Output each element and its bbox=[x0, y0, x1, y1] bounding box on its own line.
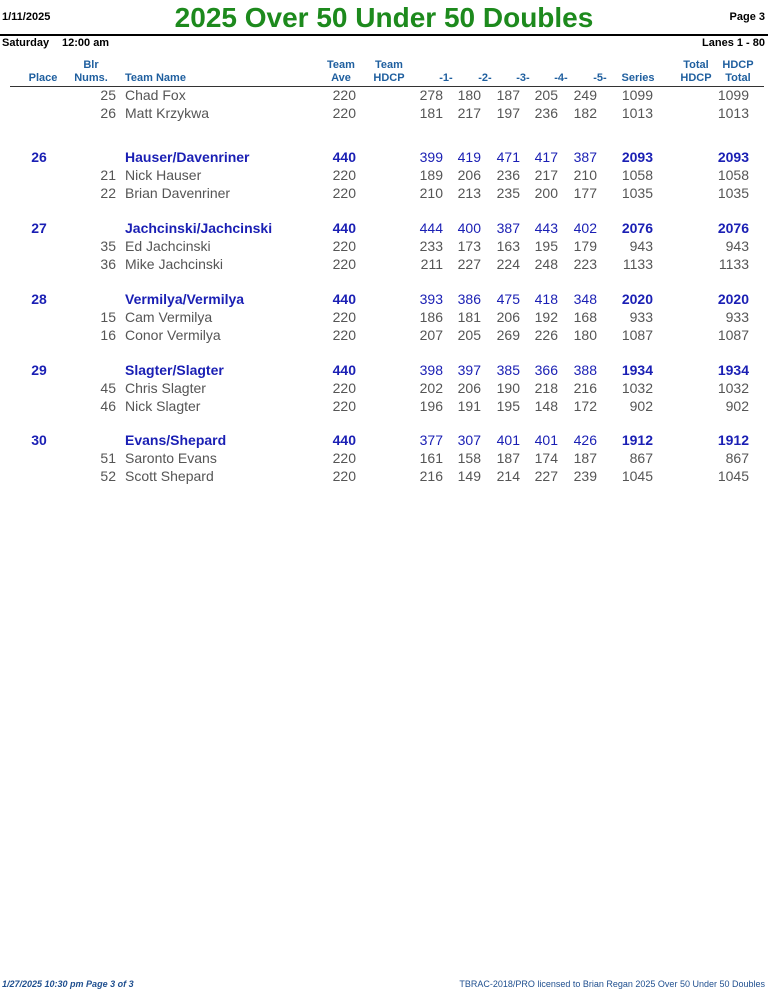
game-score: 187 bbox=[496, 87, 520, 103]
team-average: 220 bbox=[332, 380, 356, 396]
col-total-hdcp-top: Total bbox=[683, 59, 709, 71]
game-score: 216 bbox=[573, 380, 597, 396]
bowler-number: 46 bbox=[100, 398, 116, 414]
series-score: 1035 bbox=[621, 185, 653, 201]
hdcp-total: 1035 bbox=[717, 185, 749, 201]
bowler-number: 15 bbox=[100, 309, 116, 325]
game-score: 163 bbox=[496, 238, 520, 254]
team-average: 220 bbox=[332, 105, 356, 121]
report-date: 1/11/2025 bbox=[2, 11, 51, 23]
team-row bbox=[0, 362, 768, 380]
game-score: 307 bbox=[457, 432, 481, 448]
col-series: Series bbox=[621, 72, 655, 84]
game-score: 190 bbox=[496, 380, 520, 396]
series-score: 1133 bbox=[622, 256, 653, 272]
game-score: 179 bbox=[573, 238, 597, 254]
team-name: Hauser/Davenriner bbox=[125, 149, 250, 165]
game-score: 387 bbox=[573, 149, 597, 165]
game-score: 180 bbox=[457, 87, 481, 103]
game-score: 158 bbox=[457, 450, 481, 466]
bowler-row bbox=[0, 87, 768, 105]
team-average: 440 bbox=[332, 362, 356, 378]
hdcp-total: 1058 bbox=[717, 167, 749, 183]
game-score: 182 bbox=[573, 105, 597, 121]
bowler-number: 35 bbox=[100, 238, 116, 254]
game-score: 186 bbox=[419, 309, 443, 325]
bowler-name: Mike Jachcinski bbox=[125, 256, 224, 272]
bowler-name: Matt Krzykwa bbox=[125, 105, 210, 121]
game-score: 223 bbox=[573, 256, 597, 272]
bowler-name: Saronto Evans bbox=[125, 450, 217, 466]
footer-license: TBRAC-2018/PRO licensed to Brian Regan 2025 Over 50 Under 50 Doubles bbox=[459, 979, 765, 989]
bowler-name: Scott Shepard bbox=[125, 468, 214, 484]
team-place: 26 bbox=[31, 149, 47, 165]
game-score: 211 bbox=[420, 256, 443, 272]
lanes-range: Lanes 1 - 80 bbox=[702, 37, 765, 49]
bowler-row bbox=[0, 450, 768, 468]
team-average: 220 bbox=[332, 256, 356, 272]
game-score: 196 bbox=[419, 398, 443, 414]
game-score: 177 bbox=[573, 185, 597, 201]
series-score: 1013 bbox=[621, 105, 653, 121]
series-score: 1099 bbox=[621, 87, 653, 103]
game-score: 236 bbox=[534, 105, 558, 121]
team-average: 220 bbox=[332, 238, 356, 254]
game-score: 210 bbox=[419, 185, 443, 201]
game-score: 206 bbox=[496, 309, 520, 325]
series-score: 2093 bbox=[621, 149, 653, 165]
game-score: 213 bbox=[457, 185, 481, 201]
col-team-hdcp-top: Team bbox=[375, 59, 403, 71]
footer-print-info: 1/27/2025 10:30 pm Page 3 of 3 bbox=[2, 979, 134, 989]
game-score: 385 bbox=[496, 362, 520, 378]
hdcp-total: 943 bbox=[725, 238, 749, 254]
game-score: 387 bbox=[496, 220, 520, 236]
game-score: 248 bbox=[534, 256, 558, 272]
game-score: 444 bbox=[419, 220, 443, 236]
team-average: 220 bbox=[332, 87, 356, 103]
game-score: 393 bbox=[419, 291, 443, 307]
game-score: 214 bbox=[496, 468, 520, 484]
col-team-ave-bottom: Ave bbox=[331, 72, 351, 84]
game-score: 187 bbox=[496, 450, 520, 466]
game-score: 180 bbox=[573, 327, 597, 343]
team-name: Evans/Shepard bbox=[125, 432, 227, 448]
game-score: 205 bbox=[457, 327, 481, 343]
team-average: 220 bbox=[332, 398, 356, 414]
bowler-name: Nick Hauser bbox=[125, 167, 202, 183]
game-score: 218 bbox=[534, 380, 558, 396]
game-score: 197 bbox=[496, 105, 520, 121]
game-score: 187 bbox=[573, 450, 597, 466]
game-score: 168 bbox=[573, 309, 597, 325]
game-score: 235 bbox=[496, 185, 520, 201]
team-average: 440 bbox=[332, 220, 356, 236]
bowler-number: 26 bbox=[100, 105, 116, 121]
series-score: 1045 bbox=[621, 468, 653, 484]
col-team-hdcp-bottom: HDCP bbox=[373, 72, 405, 84]
game-score: 217 bbox=[457, 105, 481, 121]
team-average: 440 bbox=[332, 432, 356, 448]
col-game-1: -1- bbox=[439, 72, 453, 84]
game-score: 217 bbox=[534, 167, 558, 183]
bowler-number: 36 bbox=[100, 256, 116, 272]
series-score: 2076 bbox=[621, 220, 653, 236]
team-name: Slagter/Slagter bbox=[125, 362, 224, 378]
series-score: 902 bbox=[629, 398, 653, 414]
series-score: 1087 bbox=[621, 327, 653, 343]
bowler-number: 45 bbox=[100, 380, 116, 396]
hdcp-total: 1912 bbox=[717, 432, 749, 448]
game-score: 191 bbox=[457, 398, 481, 414]
game-score: 397 bbox=[457, 362, 481, 378]
series-score: 943 bbox=[629, 238, 653, 254]
game-score: 278 bbox=[419, 87, 443, 103]
team-average: 220 bbox=[332, 450, 356, 466]
bowler-row bbox=[0, 256, 768, 274]
game-score: 205 bbox=[534, 87, 558, 103]
team-average: 440 bbox=[332, 291, 356, 307]
series-score: 1058 bbox=[621, 167, 653, 183]
game-score: 249 bbox=[573, 87, 597, 103]
series-score: 1934 bbox=[621, 362, 653, 378]
hdcp-total: 1045 bbox=[717, 468, 749, 484]
report-title: 2025 Over 50 Under 50 Doubles bbox=[174, 2, 594, 33]
hdcp-total: 2093 bbox=[717, 149, 749, 165]
col-game-4: -4- bbox=[554, 72, 568, 84]
team-average: 440 bbox=[332, 149, 356, 165]
team-place: 27 bbox=[31, 220, 47, 236]
team-row bbox=[0, 220, 768, 238]
game-score: 471 bbox=[496, 149, 520, 165]
bowler-name: Conor Vermilya bbox=[125, 327, 221, 343]
bowler-row bbox=[0, 167, 768, 185]
team-row bbox=[0, 432, 768, 450]
game-score: 377 bbox=[419, 432, 443, 448]
bowler-number: 52 bbox=[100, 468, 116, 484]
game-score: 233 bbox=[419, 238, 443, 254]
game-score: 161 bbox=[419, 450, 443, 466]
hdcp-total: 867 bbox=[725, 450, 749, 466]
team-average: 220 bbox=[332, 468, 356, 484]
bowler-row bbox=[0, 380, 768, 398]
team-place: 30 bbox=[31, 432, 47, 448]
game-score: 269 bbox=[496, 327, 520, 343]
bowler-name: Brian Davenriner bbox=[125, 185, 231, 201]
game-score: 195 bbox=[534, 238, 558, 254]
bowler-number: 51 bbox=[100, 450, 116, 466]
game-score: 419 bbox=[457, 149, 481, 165]
bowler-number: 21 bbox=[100, 167, 116, 183]
bowler-row bbox=[0, 309, 768, 327]
game-score: 227 bbox=[457, 256, 481, 272]
series-score: 933 bbox=[629, 309, 653, 325]
game-score: 206 bbox=[457, 167, 481, 183]
team-name: Vermilya/Vermilya bbox=[125, 291, 245, 307]
col-hdcp-total-top: HDCP bbox=[722, 59, 754, 71]
game-score: 426 bbox=[573, 432, 597, 448]
team-place: 29 bbox=[31, 362, 47, 378]
bowler-name: Nick Slagter bbox=[125, 398, 201, 414]
col-game-5: -5- bbox=[593, 72, 607, 84]
session-time: 12:00 am bbox=[62, 37, 110, 49]
game-score: 202 bbox=[419, 380, 443, 396]
col-game-2: -2- bbox=[478, 72, 492, 84]
col-blr-bottom: Nums. bbox=[74, 72, 108, 84]
game-score: 149 bbox=[457, 468, 481, 484]
game-score: 386 bbox=[457, 291, 481, 307]
bowler-row bbox=[0, 105, 768, 123]
hdcp-total: 1013 bbox=[717, 105, 749, 121]
game-score: 239 bbox=[573, 468, 597, 484]
hdcp-total: 1087 bbox=[717, 327, 749, 343]
game-score: 417 bbox=[534, 149, 558, 165]
hdcp-total: 2076 bbox=[717, 220, 749, 236]
game-score: 399 bbox=[419, 149, 443, 165]
game-score: 195 bbox=[496, 398, 520, 414]
game-score: 236 bbox=[496, 167, 520, 183]
hdcp-total: 933 bbox=[725, 309, 749, 325]
game-score: 227 bbox=[534, 468, 558, 484]
series-score: 2020 bbox=[621, 291, 653, 307]
game-score: 173 bbox=[457, 238, 481, 254]
team-row bbox=[0, 291, 768, 309]
game-score: 402 bbox=[573, 220, 597, 236]
header-divider bbox=[0, 34, 768, 36]
bowler-name: Ed Jachcinski bbox=[125, 238, 211, 254]
bowler-row bbox=[0, 398, 768, 416]
hdcp-total: 902 bbox=[725, 398, 749, 414]
game-score: 401 bbox=[534, 432, 558, 448]
team-place: 28 bbox=[31, 291, 47, 307]
bowler-name: Chad Fox bbox=[125, 87, 186, 103]
game-score: 172 bbox=[573, 398, 597, 414]
game-score: 366 bbox=[534, 362, 558, 378]
series-score: 1912 bbox=[621, 432, 653, 448]
team-row bbox=[0, 149, 768, 167]
bowler-name: Cam Vermilya bbox=[125, 309, 213, 325]
game-score: 388 bbox=[573, 362, 597, 378]
game-score: 226 bbox=[534, 327, 558, 343]
hdcp-total: 2020 bbox=[717, 291, 749, 307]
team-average: 220 bbox=[332, 309, 356, 325]
page-number: Page 3 bbox=[729, 11, 765, 23]
game-score: 148 bbox=[534, 398, 558, 414]
game-score: 475 bbox=[496, 291, 520, 307]
game-score: 189 bbox=[419, 167, 443, 183]
col-game-3: -3- bbox=[516, 72, 530, 84]
bowler-row bbox=[0, 327, 768, 345]
game-score: 200 bbox=[534, 185, 558, 201]
bowler-number: 22 bbox=[100, 185, 116, 201]
hdcp-total: 1133 bbox=[718, 256, 749, 272]
hdcp-total: 1099 bbox=[717, 87, 749, 103]
col-hdcp-total-bottom: Total bbox=[725, 72, 751, 84]
game-score: 398 bbox=[419, 362, 443, 378]
bowler-number: 25 bbox=[100, 87, 116, 103]
game-score: 181 bbox=[419, 105, 443, 121]
game-score: 348 bbox=[573, 291, 597, 307]
game-score: 207 bbox=[419, 327, 443, 343]
bowler-row bbox=[0, 238, 768, 256]
game-score: 210 bbox=[573, 167, 597, 183]
bowler-row bbox=[0, 468, 768, 486]
col-blr-top: Blr bbox=[83, 59, 99, 71]
session-day: Saturday bbox=[2, 37, 50, 49]
game-score: 443 bbox=[534, 220, 558, 236]
team-average: 220 bbox=[332, 185, 356, 201]
bowler-number: 16 bbox=[100, 327, 116, 343]
col-place: Place bbox=[28, 72, 58, 84]
series-score: 1032 bbox=[621, 380, 653, 396]
game-score: 206 bbox=[457, 380, 481, 396]
game-score: 401 bbox=[496, 432, 520, 448]
team-name: Jachcinski/Jachcinski bbox=[125, 220, 273, 236]
bowler-row bbox=[0, 185, 768, 203]
team-average: 220 bbox=[332, 327, 356, 343]
game-score: 224 bbox=[496, 256, 520, 272]
game-score: 400 bbox=[457, 220, 481, 236]
col-team-ave-top: Team bbox=[327, 59, 355, 71]
team-average: 220 bbox=[332, 167, 356, 183]
game-score: 181 bbox=[457, 309, 481, 325]
bowler-name: Chris Slagter bbox=[125, 380, 206, 396]
game-score: 418 bbox=[534, 291, 558, 307]
series-score: 867 bbox=[629, 450, 653, 466]
col-total-hdcp-bottom: HDCP bbox=[680, 72, 712, 84]
hdcp-total: 1032 bbox=[717, 380, 749, 396]
game-score: 216 bbox=[419, 468, 443, 484]
hdcp-total: 1934 bbox=[717, 362, 749, 378]
game-score: 192 bbox=[534, 309, 558, 325]
col-team-name: Team Name bbox=[125, 72, 186, 84]
game-score: 174 bbox=[534, 450, 558, 466]
